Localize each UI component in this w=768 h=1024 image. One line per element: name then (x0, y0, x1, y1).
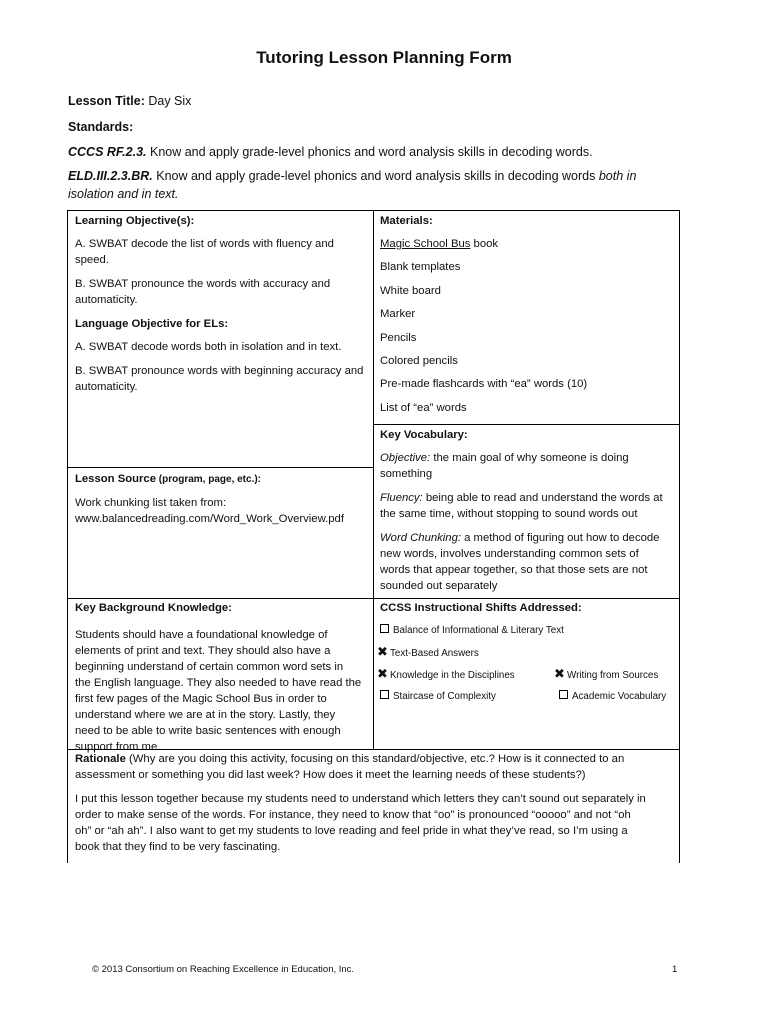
materials-label: Materials: (380, 215, 433, 227)
page-title: Tutoring Lesson Planning Form (256, 48, 512, 67)
background-knowledge-label: Key Background Knowledge: (75, 602, 232, 614)
book-title: Magic School Bus (380, 238, 471, 250)
material-item: Colored pencils (380, 354, 458, 367)
material-item: Pencils (380, 331, 417, 344)
background-line: beginning understand of certain common word sets in (75, 661, 344, 673)
key-vocabulary-label: Key Vocabulary: (380, 429, 468, 441)
material-item: List of “ea” words (380, 401, 467, 414)
key-vocabulary-cell: Key Vocabulary: Objective: the main goal of why someone is doing something Fluency: being able to read and understand the words at the same time, without stopping to sound words out Word Chunking: a method of figuring out how to decode new words, involves understanding common sets of words that appear together, so that those sets are not sounded out separately (380, 427, 676, 594)
standard-1-text: Know and apply grade-level phonics and word analysis skills in decoding words. (149, 145, 593, 159)
standard-1-code: CCCS RF.2.3. (68, 145, 147, 159)
shift-writing-sources[interactable]: ✖ Writing from Sources (554, 666, 659, 681)
vocab-word-chunking: Word Chunking: a method of figuring out how to decode (380, 532, 660, 544)
footer-copyright: © 2013 Consortium on Reaching Excellence in Education, Inc. (92, 964, 355, 975)
lesson-source-line1: Work chunking list taken from: (75, 497, 227, 509)
standard-2 (68, 167, 708, 185)
rationale-question-line1: Rationale (Why are you doing this activity, focusing on this standard/objective, etc.? How is it connected to an (75, 753, 625, 765)
objective-a-line1: A. SWBAT decode the list of words with fluency and (75, 238, 334, 250)
standard-2-italic-b: isolation and in text. (68, 187, 179, 201)
background-line: support from me. (75, 741, 161, 753)
checkbox-checked-icon: ✖ (377, 644, 388, 659)
lesson-title-value: Day Six (148, 94, 192, 108)
language-objective-label: Language Objective for ELs: (75, 318, 229, 330)
material-item: Pre-made flashcards with “ea” words (10) (380, 378, 588, 391)
shift-text-based-answers[interactable]: ✖ Text-Based Answers (377, 644, 479, 659)
vocab-objective: Objective: the main goal of why someone is doing (380, 452, 629, 464)
standard-2-code: ELD.III.2.3.BR. (68, 169, 153, 183)
vocab-fluency: Fluency: being able to read and understand the words at (380, 492, 663, 504)
material-book: Magic School Bus book (380, 238, 499, 250)
checkbox-checked-icon: ✖ (554, 666, 565, 681)
language-objective-a: A. SWBAT decode words both in isolation and in text. (75, 341, 342, 353)
page-number: 1 (672, 964, 678, 975)
shift-knowledge-disciplines[interactable]: ✖ Knowledge in the Disciplines (377, 666, 515, 681)
materials-cell (380, 213, 672, 423)
material-item: Blank templates (380, 261, 461, 274)
standard-2-italic-a: both in (598, 169, 637, 183)
material-item: White board (380, 284, 441, 297)
rationale-line: order to make sense of the words. For instance, they need to know that “oo” is pronounced “ooooo” and not “oh (75, 809, 631, 821)
learning-objectives-label: Learning Objective(s): (75, 215, 195, 227)
standards-label: Standards: (68, 120, 134, 134)
background-line: Students should have a foundational knowledge of (75, 629, 328, 641)
ccss-shifts-label: CCSS Instructional Shifts Addressed: (380, 602, 582, 614)
checkbox-empty-icon (559, 690, 568, 699)
background-line: elements of print and text. They should also have a (75, 645, 331, 657)
checkbox-checked-icon: ✖ (377, 666, 388, 681)
rationale-question-line2: assessment or something you did last week? How does it meet the learning needs of these students?) (75, 769, 586, 781)
rationale-line: book that they find to be very fascinating. (75, 841, 281, 853)
objective-b-line1: B. SWBAT pronounce the words with accuracy and (75, 278, 331, 290)
objective-b-line2: automaticity. (75, 294, 138, 306)
shift-staircase[interactable]: Staircase of Complexity (380, 690, 496, 704)
standard-2-text: Know and apply grade-level phonics and word analysis skills in decoding words (156, 169, 596, 183)
lesson-source-cell (75, 471, 367, 527)
background-line: the English language. They also needed to have read the (75, 677, 362, 689)
rationale-line: oh” or “ah ah”. I also want to get my students to love reading and feel pride in what they’ve read, so I’m using a (75, 825, 628, 837)
learning-objectives-cell (75, 213, 367, 395)
rationale-line: I put this lesson together because my students need to understand which letters they can’t sound out separately in (75, 793, 646, 805)
lesson-source-label: Lesson Source (program, page, etc.): (75, 473, 262, 485)
background-line: understand where we are at in the story. Lastly, they (75, 709, 336, 721)
lesson-source-url: www.balancedreading.com/Word_Work_Overview.pdf (75, 513, 344, 525)
checkbox-empty-icon (380, 690, 389, 699)
checkbox-empty-icon (380, 624, 389, 633)
background-line: first few pages of the Magic School Bus in order to (75, 693, 327, 705)
background-line: need to be able to write basic sentences with enough (75, 725, 341, 737)
lesson-title-line (68, 92, 708, 110)
language-objective-b-line1: B. SWBAT pronounce words with beginning accuracy and (75, 365, 364, 377)
background-knowledge-cell (75, 600, 367, 755)
objective-a-line2: speed. (75, 254, 109, 266)
rationale-cell (75, 751, 675, 855)
standard-1 (68, 143, 708, 161)
lesson-title-label: Lesson Title: (68, 94, 145, 108)
shift-balance[interactable]: Balance of Informational & Literary Text (380, 624, 564, 638)
language-objective-b-line2: automaticity. (75, 381, 138, 393)
material-item: Marker (380, 308, 416, 321)
shift-academic-vocabulary[interactable]: Academic Vocabulary (559, 690, 666, 704)
